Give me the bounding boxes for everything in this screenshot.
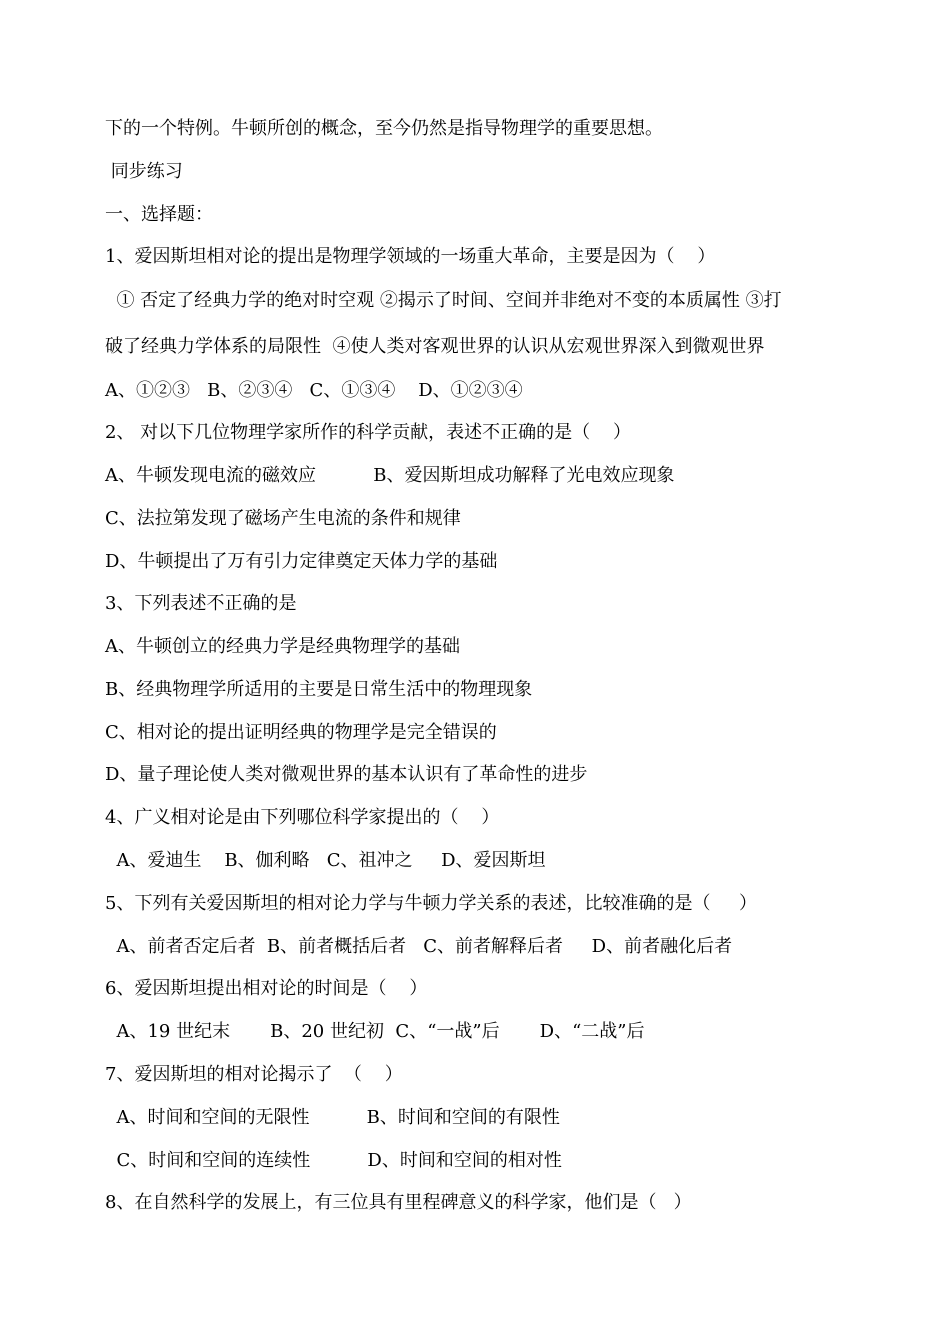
- question-7: 7、爱因斯坦的相对论揭示了 （ ）: [105, 1064, 403, 1085]
- section-heading: 一、选择题：: [105, 204, 213, 225]
- question-4-options: A、爱迪生 B、伽利略 C、祖冲之 D、爱因斯坦: [105, 850, 546, 871]
- question-5: 5、下列有关爱因斯坦的相对论力学与牛顿力学关系的表述，比较准确的是（ ）: [105, 893, 758, 914]
- question-1-statements: ① 否定了经典力学的绝对时空观 ②揭示了时间、空间并非绝对不变的本质属性 ③打: [105, 290, 782, 311]
- question-3-option-a: A、牛顿创立的经典力学是经典物理学的基础: [105, 636, 460, 657]
- question-3-option-c: C、相对论的提出证明经典的物理学是完全错误的: [105, 722, 497, 743]
- question-6: 6、爱因斯坦提出相对论的时间是（ ）: [105, 978, 428, 999]
- section-heading: 同步练习: [105, 161, 183, 182]
- question-7-options-cd: C、时间和空间的连续性 D、时间和空间的相对性: [105, 1150, 562, 1171]
- question-2-option-d: D、牛顿提出了万有引力定律奠定天体力学的基础: [105, 551, 498, 572]
- question-3: 3、下列表述不正确的是: [105, 593, 297, 614]
- question-1: 1、爱因斯坦相对论的提出是物理学领域的一场重大革命，主要是因为（ ）: [105, 246, 716, 267]
- question-8: 8、在自然科学的发展上，有三位具有里程碑意义的科学家，他们是（ ）: [105, 1192, 692, 1213]
- question-6-options: A、19 世纪末 B、20 世纪初 C、“一战”后 D、“二战”后: [105, 1021, 645, 1042]
- question-3-option-d: D、量子理论使人类对微观世界的基本认识有了革命性的进步: [105, 764, 588, 785]
- question-1-statements: 破了经典力学体系的局限性 ④使人类对客观世界的认识从宏观世界深入到微观世界: [105, 336, 765, 357]
- question-2-options: A、牛顿发现电流的磁效应 B、爱因斯坦成功解释了光电效应现象: [105, 465, 675, 486]
- question-5-options: A、前者否定后者 B、前者概括后者 C、前者解释后者 D、前者融化后者: [105, 936, 733, 957]
- question-2-option-c: C、法拉第发现了磁场产生电流的条件和规律: [105, 508, 461, 529]
- question-3-option-b: B、经典物理学所适用的主要是日常生活中的物理现象: [105, 679, 533, 700]
- question-1-options: A、①②③ B、②③④ C、①③④ D、①②③④: [105, 380, 523, 401]
- question-2: 2、 对以下几位物理学家所作的科学贡献，表述不正确的是（ ）: [105, 422, 632, 443]
- question-7-options-ab: A、时间和空间的无限性 B、时间和空间的有限性: [105, 1107, 560, 1128]
- text-line: 下的一个特例。牛顿所创的概念，至今仍然是指导物理学的重要思想。: [105, 118, 663, 139]
- question-4: 4、广义相对论是由下列哪位科学家提出的（ ）: [105, 807, 500, 828]
